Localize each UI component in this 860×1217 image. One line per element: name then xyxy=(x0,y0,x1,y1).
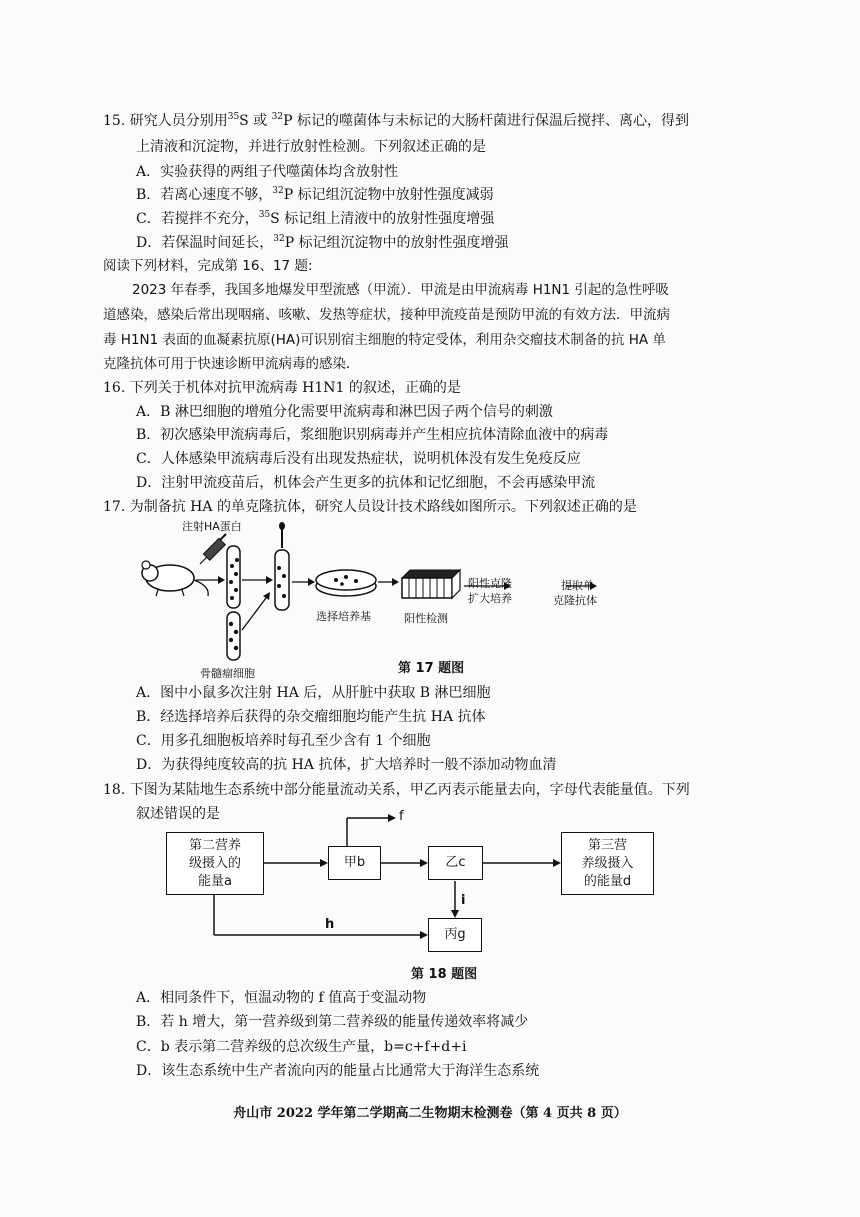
q16-option-d: D．注射甲流疫苗后，机体会产生更多的抗体和记忆细胞，不会再感染甲流 xyxy=(136,475,596,491)
fig18-label-f: f xyxy=(399,809,404,824)
fig17-clone-label-1: 阳性克隆 xyxy=(468,577,512,590)
page-footer: 舟山市 2022 学年第二学期高二生物期末检测卷（第 4 页共 8 页） xyxy=(233,1106,627,1121)
fig17-caption: 第 17 题图 xyxy=(398,661,465,676)
q15-option-d: D．若保温时间延长，$^{32}$P 标记组沉淀物中的放射性强度增强 xyxy=(136,234,509,251)
fig18-box-d: 第三营 养级摄入 的能量d xyxy=(561,832,654,895)
q18-option-b: B．若 h 增大，第一营养级到第二营养级的能量传递效率将减少 xyxy=(136,1014,529,1030)
q18-stem-line2: 叙述错误的是 xyxy=(136,806,220,822)
q17-number: 17. xyxy=(103,499,126,515)
q18-stem: 18. 下图为某陆地生态系统中部分能量流动关系，甲乙丙表示能量去向，字母代表能量值。下列 xyxy=(103,782,690,798)
q15-stem: 15. 研究人员分别用$^{35}$S 或 $^{32}$P 标记的噬菌体与未标记的大肠杆菌进行保温后搅拌、离心，得到 xyxy=(103,112,689,129)
q16-option-a: A．B 淋巴细胞的增殖分化需要甲流病毒和淋巴因子两个信号的刺激 xyxy=(136,404,553,420)
q16-number: 16. xyxy=(103,380,126,396)
fig17-extract-label-1: 提取单 xyxy=(561,579,594,592)
q17-stem: 17. 为制备抗 HA 的单克隆抗体，研究人员设计技术路线如图所示。下列叙述正确的是 xyxy=(103,499,637,515)
q18-option-c: C．b 表示第二营养级的总次级生产量，b=c+f+d+i xyxy=(136,1039,467,1055)
q17-option-b: B．经选择培养后获得的杂交瘤细胞均能产生抗 HA 抗体 xyxy=(136,709,486,725)
q15-option-c: C．若搅拌不充分，$^{35}$S 标记组上清液中的放射性强度增强 xyxy=(136,210,495,227)
fig17-detect-label: 阳性检测 xyxy=(404,612,448,625)
q18-option-d: D．该生态系统中生产者流向丙的能量占比通常大于海洋生态系统 xyxy=(136,1063,540,1079)
fig18-box-b: 甲b xyxy=(328,846,381,880)
q15-option-a: A．实验获得的两组子代噬菌体均含放射性 xyxy=(136,164,399,180)
reading-line-3: 毒 H1N1 表面的血凝素抗原(HA)可识别宿主细胞的特定受体，利用杂交瘤技术制备的抗 HA 单 xyxy=(103,332,666,348)
q18-number: 18. xyxy=(103,782,126,798)
fig18-box-g: 丙g xyxy=(428,918,482,952)
fig17-extract-label-2: 克隆抗体 xyxy=(553,594,597,607)
q15-number: 15. xyxy=(103,113,126,129)
q17-option-d: D．为获得纯度较高的抗 HA 抗体，扩大培养时一般不添加动物血清 xyxy=(136,757,557,773)
fig17-medium-label: 选择培养基 xyxy=(316,610,371,623)
fig18-box-c: 乙c xyxy=(428,846,483,880)
q17-option-a: A．图中小鼠多次注射 HA 后，从肝脏中获取 B 淋巴细胞 xyxy=(136,685,491,701)
fig17-inject-label: 注射HA蛋白 xyxy=(182,520,242,533)
fig18-label-h: h xyxy=(325,917,335,932)
fig17-myeloma-label: 骨髓瘤细胞 xyxy=(200,667,255,680)
q17-option-c: C．用多孔细胞板培养时每孔至少含有 1 个细胞 xyxy=(136,733,431,749)
fig18-box-a: 第二营养 级摄入的 能量a xyxy=(166,832,264,895)
q15-stem-line2: 上清液和沉淀物，并进行放射性检测。下列叙述正确的是 xyxy=(136,139,486,155)
reading-line-4: 克隆抗体可用于快速诊断甲流病毒的感染． xyxy=(103,356,360,372)
q15-option-b: B．若离心速度不够，$^{32}$P 标记组沉淀物中放射性强度减弱 xyxy=(136,186,494,203)
q16-option-c: C．人体感染甲流病毒后没有出现发热症状，说明机体没有发生免疫反应 xyxy=(136,451,581,467)
fig18-label-i: i xyxy=(461,893,466,908)
reading-line-2: 道感染，感染后常出现咽痛、咳嗽、发热等症状，接种甲流疫苗是预防甲流的有效方法．甲流病 xyxy=(103,307,670,323)
reading-intro: 阅读下列材料，完成第 16、17 题: xyxy=(103,258,313,274)
fig18-caption: 第 18 题图 xyxy=(411,967,478,982)
reading-line-1: 2023 年春季，我国多地爆发甲型流感（甲流）．甲流是由甲流病毒 H1N1 引起的急性呼吸 xyxy=(132,282,669,298)
q16-stem: 16. 下列关于机体对抗甲流病毒 H1N1 的叙述，正确的是 xyxy=(103,380,461,396)
q16-option-b: B．初次感染甲流病毒后，浆细胞识别病毒并产生相应抗体清除血液中的病毒 xyxy=(136,427,609,443)
fig17-clone-label-2: 扩大培养 xyxy=(468,592,512,605)
q18-option-a: A．相同条件下，恒温动物的 f 值高于变温动物 xyxy=(136,990,427,1006)
